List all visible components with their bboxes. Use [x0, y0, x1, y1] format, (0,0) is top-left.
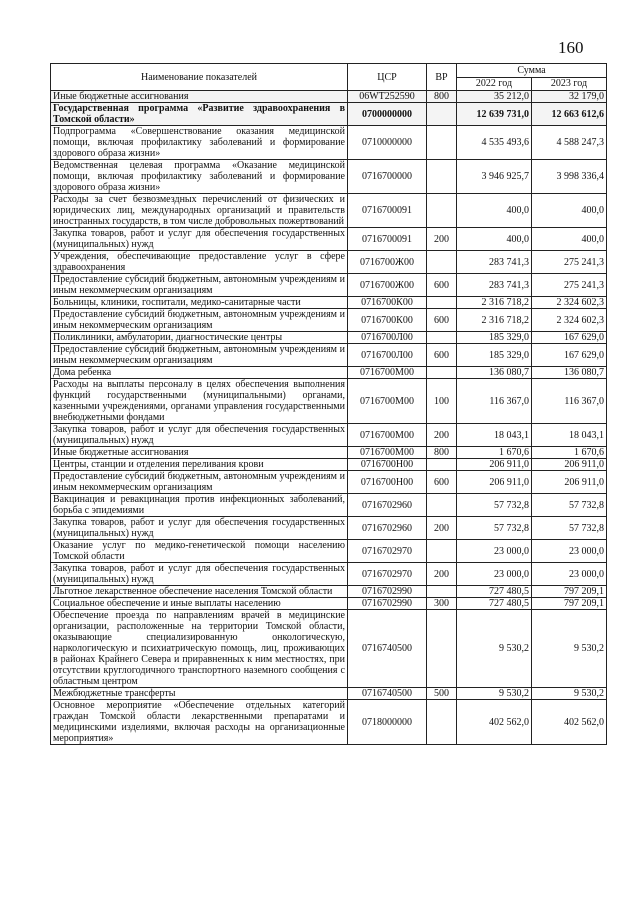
row-sum-2023: 275 241,3 — [532, 274, 607, 297]
row-vr — [427, 160, 457, 194]
row-sum-2023: 206 911,0 — [532, 471, 607, 494]
header-sum: Сумма — [457, 64, 607, 78]
row-vr: 800 — [427, 91, 457, 103]
table-body — [51, 91, 607, 745]
row-sum-2022: 402 562,0 — [457, 700, 532, 745]
row-name: Иные бюджетные ассигнования — [51, 447, 348, 459]
row-name: Обеспечение проезда по направлениям врачей в медицинские организации, расположенные на территории Томской области, оказывающие специализированную онкологическую, наркологическую и психиатрическую помощь, лиц, проживающих в районах Крайнего Севера и приравненных к ним местностях, при отсутствии круглогодичного транспортного наземного сообщения с областным центром — [51, 610, 348, 688]
row-csr: 0716700Н00 — [348, 471, 427, 494]
row-sum-2022: 12 639 731,0 — [457, 103, 532, 126]
row-csr: 0716700Ж00 — [348, 251, 427, 274]
row-name: Межбюджетные трансферты — [51, 688, 348, 700]
row-vr: 600 — [427, 471, 457, 494]
row-sum-2023: 400,0 — [532, 228, 607, 251]
row-vr — [427, 586, 457, 598]
row-name: Дома ребенка — [51, 367, 348, 379]
row-vr: 600 — [427, 344, 457, 367]
row-vr: 600 — [427, 309, 457, 332]
row-sum-2022: 185 329,0 — [457, 344, 532, 367]
row-name: Социальное обеспечение и иные выплаты населению — [51, 598, 348, 610]
row-vr: 600 — [427, 274, 457, 297]
row-csr: 06WT252590 — [348, 91, 427, 103]
row-sum-2022: 400,0 — [457, 228, 532, 251]
row-sum-2022: 2 316 718,2 — [457, 297, 532, 309]
row-vr: 200 — [427, 517, 457, 540]
row-name: Иные бюджетные ассигнования — [51, 91, 348, 103]
budget-table — [50, 63, 607, 745]
row-vr — [427, 332, 457, 344]
row-sum-2022: 18 043,1 — [457, 424, 532, 447]
row-name: Ведомственная целевая программа «Оказание медицинской помощи, включая профилактику заболеваний и формирование здорового образа жизни» — [51, 160, 348, 194]
row-name: Центры, станции и отделения переливания крови — [51, 459, 348, 471]
row-sum-2022: 9 530,2 — [457, 688, 532, 700]
row-name: Расходы на выплаты персоналу в целях обеспечения выполнения функций государственными (муниципальными) органами, казенными учреждениями, органами управления государственными внебюджетными фондами — [51, 379, 348, 424]
row-sum-2023: 167 629,0 — [532, 332, 607, 344]
row-csr: 0716740500 — [348, 610, 427, 688]
table-row — [51, 471, 607, 494]
table-row — [51, 194, 607, 228]
table-row — [51, 228, 607, 251]
row-vr: 100 — [427, 379, 457, 424]
header-year-2023: 2023 год — [532, 77, 607, 91]
row-name: Оказание услуг по медико-генетической помощи населению Томской области — [51, 540, 348, 563]
row-sum-2023: 400,0 — [532, 194, 607, 228]
header-vr: ВР — [427, 64, 457, 91]
row-csr: 0710000000 — [348, 126, 427, 160]
table-row — [51, 447, 607, 459]
row-csr: 0718000000 — [348, 700, 427, 745]
table-row — [51, 367, 607, 379]
row-sum-2022: 4 535 493,6 — [457, 126, 532, 160]
row-name: Предоставление субсидий бюджетным, автономным учреждениям и иным некоммерческим организациям — [51, 309, 348, 332]
row-vr — [427, 194, 457, 228]
row-sum-2023: 18 043,1 — [532, 424, 607, 447]
row-csr: 0716702970 — [348, 563, 427, 586]
row-csr: 0716702990 — [348, 586, 427, 598]
row-csr: 0716702960 — [348, 517, 427, 540]
table-row — [51, 610, 607, 688]
table-row — [51, 344, 607, 367]
header-year-2022: 2022 год — [457, 77, 532, 91]
row-name: Поликлиники, амбулатории, диагностические центры — [51, 332, 348, 344]
row-sum-2023: 57 732,8 — [532, 517, 607, 540]
row-vr — [427, 700, 457, 745]
row-csr: 0716702970 — [348, 540, 427, 563]
row-sum-2022: 35 212,0 — [457, 91, 532, 103]
header-name: Наименование показателей — [51, 64, 348, 91]
table-row — [51, 251, 607, 274]
row-csr: 0716700Л00 — [348, 344, 427, 367]
row-name: Государственная программа «Развитие здравоохранения в Томской области» — [51, 103, 348, 126]
row-sum-2023: 2 324 602,3 — [532, 309, 607, 332]
row-sum-2023: 9 530,2 — [532, 610, 607, 688]
row-sum-2023: 4 588 247,3 — [532, 126, 607, 160]
table-row — [51, 459, 607, 471]
row-vr — [427, 367, 457, 379]
row-sum-2023: 402 562,0 — [532, 700, 607, 745]
row-csr: 0716700К00 — [348, 297, 427, 309]
row-sum-2023: 275 241,3 — [532, 251, 607, 274]
row-sum-2022: 185 329,0 — [457, 332, 532, 344]
row-csr: 0716700091 — [348, 194, 427, 228]
row-vr: 200 — [427, 228, 457, 251]
row-name: Больницы, клиники, госпитали, медико-санитарные части — [51, 297, 348, 309]
row-sum-2022: 206 911,0 — [457, 471, 532, 494]
row-name: Подпрограмма «Совершенствование оказания медицинской помощи, включая профилактику заболеваний и формирование здорового образа жизни» — [51, 126, 348, 160]
table-row — [51, 586, 607, 598]
table-row — [51, 494, 607, 517]
row-sum-2023: 797 209,1 — [532, 598, 607, 610]
row-csr: 0716700Н00 — [348, 459, 427, 471]
page-number: 160 — [558, 38, 584, 57]
row-sum-2022: 2 316 718,2 — [457, 309, 532, 332]
row-sum-2022: 283 741,3 — [457, 274, 532, 297]
table-row — [51, 517, 607, 540]
row-csr: 0716700Ж00 — [348, 274, 427, 297]
row-name: Льготное лекарственное обеспечение населения Томской области — [51, 586, 348, 598]
row-name: Предоставление субсидий бюджетным, автономным учреждениям и иным некоммерческим организациям — [51, 344, 348, 367]
row-vr — [427, 251, 457, 274]
table-row — [51, 103, 607, 126]
row-sum-2023: 206 911,0 — [532, 459, 607, 471]
table-row — [51, 91, 607, 103]
row-sum-2023: 12 663 612,6 — [532, 103, 607, 126]
row-name: Закупка товаров, работ и услуг для обеспечения государственных (муниципальных) нужд — [51, 424, 348, 447]
row-sum-2023: 57 732,8 — [532, 494, 607, 517]
row-vr — [427, 540, 457, 563]
row-sum-2023: 1 670,6 — [532, 447, 607, 459]
row-csr: 0716700М00 — [348, 447, 427, 459]
table-row — [51, 424, 607, 447]
row-name: Закупка товаров, работ и услуг для обеспечения государственных (муниципальных) нужд — [51, 517, 348, 540]
row-name: Основное мероприятие «Обеспечение отдельных категорий граждан Томской области лекарственными препаратами и медицинскими изделиями, включая расходы на организационные мероприятия» — [51, 700, 348, 745]
row-csr: 0716700000 — [348, 160, 427, 194]
row-sum-2022: 1 670,6 — [457, 447, 532, 459]
table-row — [51, 379, 607, 424]
row-sum-2023: 116 367,0 — [532, 379, 607, 424]
row-csr: 0716700К00 — [348, 309, 427, 332]
row-vr: 800 — [427, 447, 457, 459]
row-csr: 0716700091 — [348, 228, 427, 251]
row-sum-2023: 32 179,0 — [532, 91, 607, 103]
row-sum-2022: 400,0 — [457, 194, 532, 228]
row-name: Предоставление субсидий бюджетным, автономным учреждениям и иным некоммерческим организациям — [51, 471, 348, 494]
row-vr — [427, 103, 457, 126]
table-row — [51, 297, 607, 309]
row-sum-2022: 3 946 925,7 — [457, 160, 532, 194]
table-row — [51, 274, 607, 297]
row-sum-2023: 23 000,0 — [532, 540, 607, 563]
row-sum-2022: 727 480,5 — [457, 586, 532, 598]
row-sum-2022: 9 530,2 — [457, 610, 532, 688]
row-csr: 0700000000 — [348, 103, 427, 126]
row-csr: 0716700М00 — [348, 424, 427, 447]
table-row — [51, 563, 607, 586]
table-row — [51, 332, 607, 344]
row-sum-2022: 727 480,5 — [457, 598, 532, 610]
row-sum-2023: 9 530,2 — [532, 688, 607, 700]
row-sum-2023: 167 629,0 — [532, 344, 607, 367]
row-sum-2022: 57 732,8 — [457, 517, 532, 540]
row-vr: 200 — [427, 424, 457, 447]
row-sum-2023: 2 324 602,3 — [532, 297, 607, 309]
row-name: Вакцинация и ревакцинация против инфекционных заболеваний, борьба с эпидемиями — [51, 494, 348, 517]
table-row — [51, 540, 607, 563]
row-sum-2022: 23 000,0 — [457, 540, 532, 563]
row-csr: 0716700М00 — [348, 379, 427, 424]
row-vr: 200 — [427, 563, 457, 586]
table-row — [51, 700, 607, 745]
row-csr: 0716702990 — [348, 598, 427, 610]
row-vr — [427, 610, 457, 688]
table-row — [51, 309, 607, 332]
row-csr: 0716740500 — [348, 688, 427, 700]
table-row — [51, 598, 607, 610]
row-vr: 500 — [427, 688, 457, 700]
header-csr: ЦСР — [348, 64, 427, 91]
row-name: Предоставление субсидий бюджетным, автономным учреждениям и иным некоммерческим организациям — [51, 274, 348, 297]
row-sum-2022: 116 367,0 — [457, 379, 532, 424]
row-sum-2022: 57 732,8 — [457, 494, 532, 517]
table-row — [51, 126, 607, 160]
row-name: Учреждения, обеспечивающие предоставление услуг в сфере здравоохранения — [51, 251, 348, 274]
row-vr — [427, 126, 457, 160]
table-row — [51, 160, 607, 194]
row-name: Расходы за счет безвозмездных перечислений от физических и юридических лиц, международных организаций и правительств иностранных государств, в том числе добровольных пожертвований — [51, 194, 348, 228]
row-csr: 0716700Л00 — [348, 332, 427, 344]
row-vr — [427, 459, 457, 471]
table-row — [51, 688, 607, 700]
row-vr — [427, 297, 457, 309]
row-sum-2022: 283 741,3 — [457, 251, 532, 274]
row-sum-2022: 206 911,0 — [457, 459, 532, 471]
row-sum-2022: 23 000,0 — [457, 563, 532, 586]
row-sum-2023: 136 080,7 — [532, 367, 607, 379]
row-csr: 0716702960 — [348, 494, 427, 517]
row-vr — [427, 494, 457, 517]
row-sum-2023: 3 998 336,4 — [532, 160, 607, 194]
row-vr: 300 — [427, 598, 457, 610]
row-sum-2023: 23 000,0 — [532, 563, 607, 586]
row-sum-2023: 797 209,1 — [532, 586, 607, 598]
row-csr: 0716700М00 — [348, 367, 427, 379]
row-name: Закупка товаров, работ и услуг для обеспечения государственных (муниципальных) нужд — [51, 228, 348, 251]
row-name: Закупка товаров, работ и услуг для обеспечения государственных (муниципальных) нужд — [51, 563, 348, 586]
row-sum-2022: 136 080,7 — [457, 367, 532, 379]
